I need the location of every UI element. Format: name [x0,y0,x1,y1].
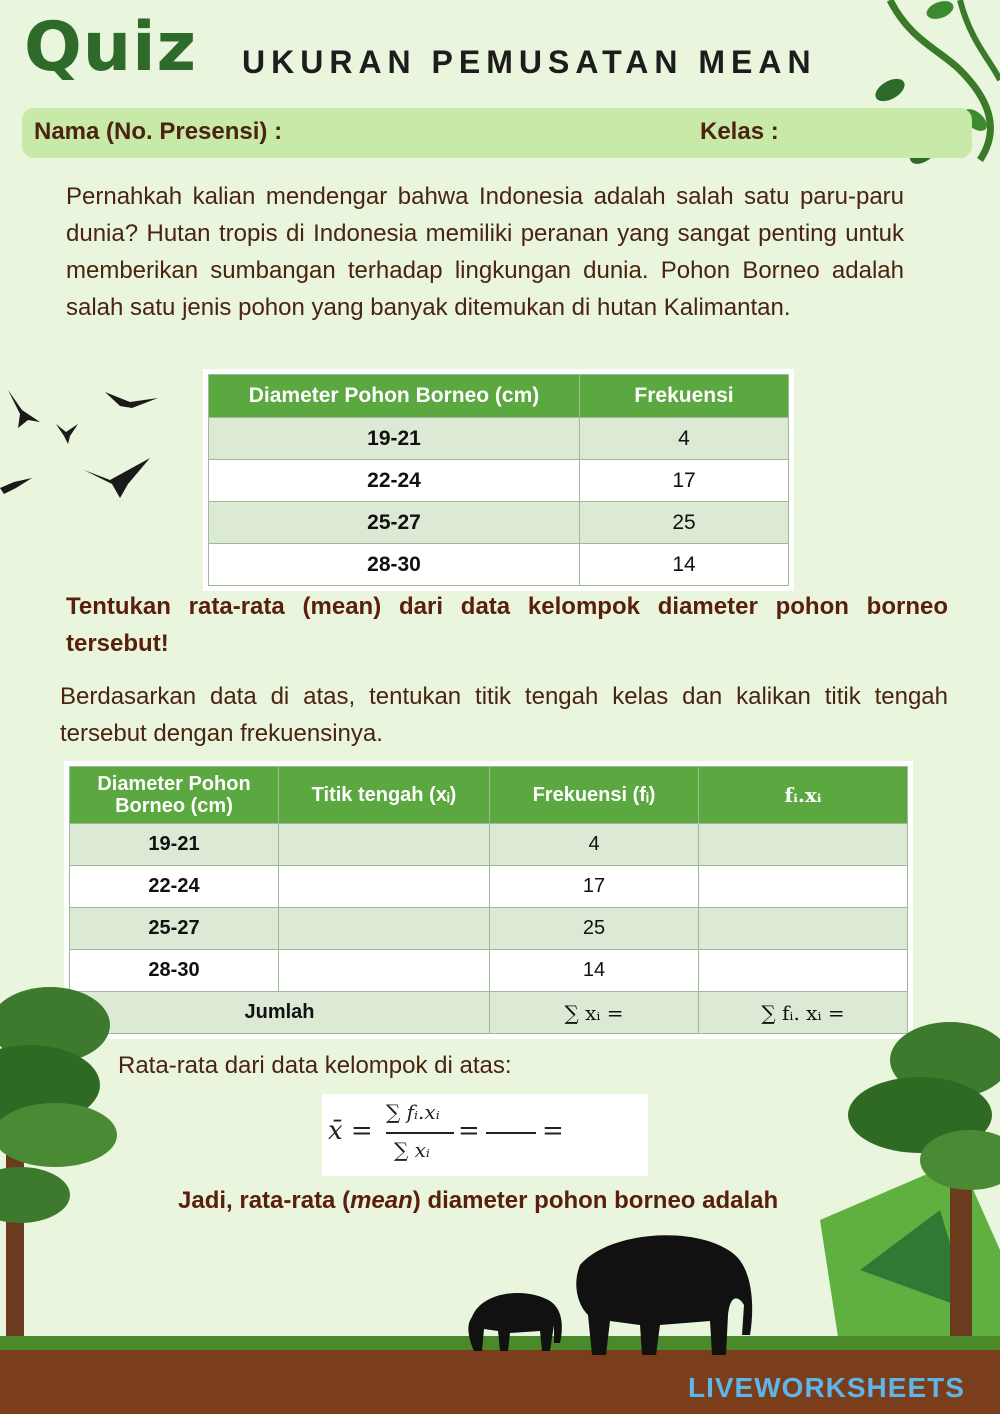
conclusion-part: ) diameter pohon borneo adalah [412,1187,779,1214]
conclusion-part: Jadi, rata-rata ( [178,1187,351,1214]
product-input[interactable] [699,950,908,992]
class-interval: 22-24 [209,460,580,502]
frequency-value: 25 [490,908,699,950]
class-input[interactable] [786,114,956,150]
formula-numerator: ∑ fᵢ.xᵢ [386,1100,440,1124]
product-input[interactable] [699,824,908,866]
liveworksheets-logo: LIVEWORKSHEETS [688,1372,965,1403]
formula-denominator: ∑ xᵢ [394,1138,430,1162]
conclusion-mean-word: mean [350,1187,413,1214]
tree-left-illustration [0,985,125,1355]
total-row [70,992,908,1034]
formula-equals: = [542,1116,564,1146]
class-label: Kelas : [700,118,779,145]
class-interval: 19-21 [70,824,279,866]
product-input[interactable] [699,908,908,950]
question-text: Tentukan rata-rata (mean) dari data kelompok diameter pohon borneo tersebut! [66,593,948,657]
header-diameter: Diameter Pohon Borneo (cm) [209,375,580,418]
class-interval: 28-30 [70,950,279,992]
total-label: Jumlah [70,992,490,1034]
name-input[interactable] [300,114,680,150]
calculation-table [64,761,913,1039]
frequency-value: 17 [580,460,789,502]
worksheet-subtitle: UKURAN PEMUSATAN MEAN [242,44,817,80]
midpoint-input[interactable] [279,866,490,908]
table-header-row [70,767,908,824]
table-row [70,908,908,950]
table-row [70,950,908,992]
header-midpoint: Titik tengah (xᵢ) [279,767,490,824]
sum-fx-input[interactable]: ∑ fᵢ. xᵢ = [699,992,908,1034]
table-row [209,460,789,502]
midpoint-input[interactable] [279,824,490,866]
header-product: fᵢ.xᵢ [699,767,908,824]
frequency-value: 25 [580,502,789,544]
class-interval: 28-30 [209,544,580,586]
tree-right-illustration [800,1010,1000,1355]
quiz-title: Quiz [24,8,198,87]
table-row [209,418,789,460]
name-label: Nama (No. Presensi) : [34,118,283,145]
intro-paragraph: Pernahkah kalian mendengar bahwa Indonesia adalah salah satu paru-paru dunia? Hutan tropis di Indonesia memiliki peranan yang sangat penting untuk memberikan sumbangan terhadap lingkungan dunia. Pohon Borneo adalah salah satu jenis pohon yang banyak ditemukan di hutan Kalimantan. [66,183,904,321]
class-interval: 25-27 [209,502,580,544]
fraction-bar [386,1132,454,1134]
table-header-row [209,375,789,418]
frequency-value: 17 [490,866,699,908]
header-frequency: Frekuensi (fᵢ) [490,767,699,824]
formula-lhs: x̄ = [328,1116,373,1146]
table-row [70,824,908,866]
table-row [209,502,789,544]
mean-label: Rata-rata dari data kelompok di atas: [118,1052,512,1079]
product-input[interactable] [699,866,908,908]
table-row [70,866,908,908]
mean-formula [322,1094,648,1176]
frequency-value: 14 [580,544,789,586]
elephants-illustration [460,1225,770,1365]
birds-illustration [0,380,170,510]
vine-decoration [850,0,1000,190]
conclusion-text [178,1182,796,1219]
frequency-value: 14 [490,950,699,992]
class-interval: 22-24 [70,866,279,908]
instruction-text: Berdasarkan data di atas, tentukan titik tengah kelas dan kalikan titik tengah tersebut dengan frekuensinya. [60,683,948,747]
header-frequency: Frekuensi [580,375,789,418]
class-interval: 19-21 [209,418,580,460]
sum-x-input[interactable]: ∑ xᵢ = [490,992,699,1034]
class-interval: 25-27 [70,908,279,950]
frequency-value: 4 [490,824,699,866]
answer-blank[interactable] [486,1132,536,1134]
table-row [209,544,789,586]
formula-equals: = [458,1116,480,1146]
header-diameter: Diameter Pohon Borneo (cm) [70,767,279,824]
frequency-table [203,369,794,591]
frequency-value: 4 [580,418,789,460]
midpoint-input[interactable] [279,950,490,992]
midpoint-input[interactable] [279,908,490,950]
